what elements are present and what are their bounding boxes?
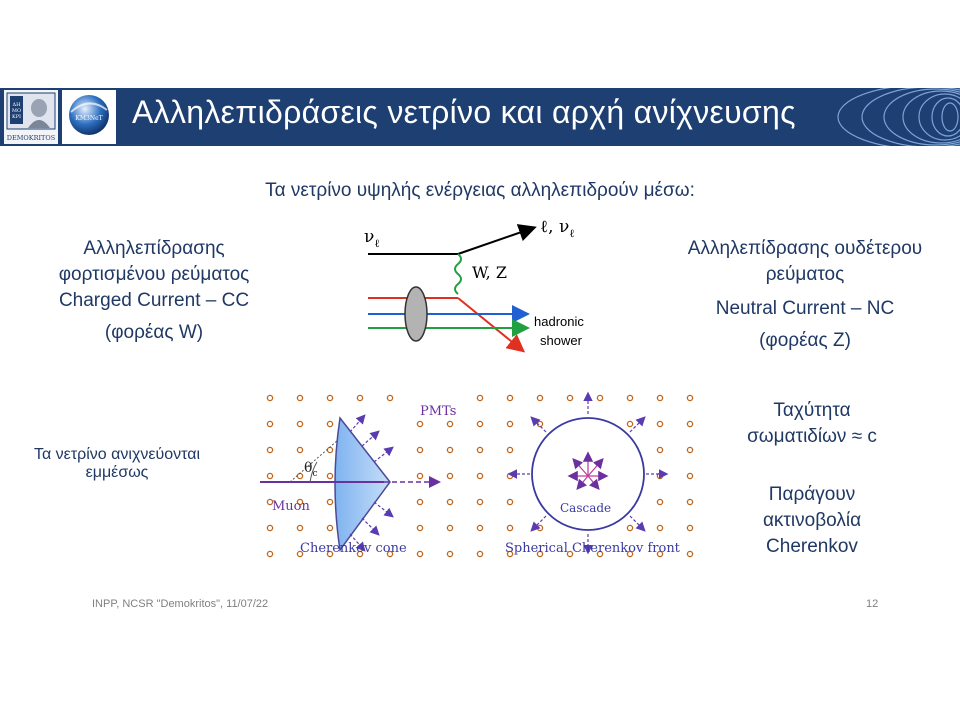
left-note: [6, 446, 228, 482]
pmt-dot: [507, 395, 512, 400]
nc-line1: Αλληλεπίδρασης ουδέτερου: [687, 238, 923, 259]
pmt-dot: [387, 395, 392, 400]
cc-line1: Αλληλεπίδρασης: [83, 238, 225, 259]
pmt-dot: [417, 499, 422, 504]
spherical-front-label: Spherical Cherenkov front: [505, 541, 680, 556]
left-note-line2: εμμέσως: [85, 464, 149, 481]
nc-block: [660, 236, 950, 354]
pmt-dot: [477, 499, 482, 504]
pmt-dot: [627, 525, 632, 530]
demokritos-logo: [4, 90, 58, 144]
pmt-dot: [447, 525, 452, 530]
km3net-logo: [62, 90, 116, 144]
cherenkov-block: [732, 482, 892, 560]
pmt-dot: [327, 499, 332, 504]
pmt-dot: [417, 473, 422, 478]
pmt-dot: [657, 499, 662, 504]
pmt-dot: [477, 551, 482, 556]
pmt-dot: [327, 447, 332, 452]
km3net-logo-text: KM3NeT: [75, 115, 103, 122]
pmt-dot: [657, 525, 662, 530]
pmt-dot: [327, 525, 332, 530]
feynman-diagram: [350, 210, 610, 360]
pmt-grid: [267, 395, 692, 556]
pmt-dot: [507, 525, 512, 530]
pmt-dot: [687, 473, 692, 478]
pmt-dot: [267, 447, 272, 452]
pmt-dot: [297, 395, 302, 400]
pmt-dot: [267, 525, 272, 530]
nu-in-label: $\nu_\ell$: [364, 227, 380, 250]
nc-line2: ρεύματος: [765, 264, 845, 285]
swirl-decoration: [830, 88, 960, 146]
shower-label: shower: [540, 333, 582, 348]
outgoing-lepton-label: ℓ, $\nu_\ell$: [540, 217, 575, 240]
cherenkov-line2: ακτινοβολία: [762, 510, 862, 531]
pmt-dot: [657, 421, 662, 426]
pmt-dot: [297, 421, 302, 426]
nucleon-blob: [405, 287, 427, 341]
pmt-dot: [267, 421, 272, 426]
pmt-dot: [507, 499, 512, 504]
pmt-dot: [507, 421, 512, 426]
cc-carrier: (φορέας W): [104, 322, 204, 343]
pmt-dot: [447, 473, 452, 478]
boson-propagator: [455, 254, 461, 294]
muon-label: Muon: [272, 499, 310, 514]
cherenkov-line1: Παράγουν: [768, 484, 856, 505]
pmt-dot: [507, 473, 512, 478]
pmt-dot: [327, 421, 332, 426]
cc-block: [34, 236, 274, 346]
pmt-dot: [447, 499, 452, 504]
cherenkov-cone: [335, 418, 390, 550]
pmt-dot: [477, 395, 482, 400]
pmt-dot: [267, 473, 272, 478]
pmt-dot: [417, 551, 422, 556]
pmt-dot: [657, 447, 662, 452]
pmt-dot: [597, 395, 602, 400]
boson-label: W, Z: [472, 263, 507, 282]
pmt-dot: [567, 395, 572, 400]
pmt-dot: [297, 447, 302, 452]
theta-label: $\theta_c$: [304, 460, 318, 479]
pmt-dot: [627, 421, 632, 426]
pmt-dot: [477, 447, 482, 452]
pmt-dot: [267, 551, 272, 556]
pmt-dot: [327, 473, 332, 478]
cherenkov-cone-label: Cherenkov cone: [300, 541, 407, 556]
pmt-dot: [417, 447, 422, 452]
cascade-burst: [570, 454, 606, 488]
cc-line3: Charged Current – CC: [58, 290, 250, 311]
pmt-dot: [357, 395, 362, 400]
left-note-line1: Τα νετρίνο ανιχνεύονται: [33, 446, 201, 463]
svg-text:ΚΡΙ: ΚΡΙ: [11, 114, 22, 120]
subtitle: Τα νετρίνο υψηλής ενέργειας αλληλεπιδρούν μέσω:: [265, 180, 695, 201]
pmt-dot: [687, 525, 692, 530]
cc-line2: φορτισμένου ρεύματος: [58, 264, 250, 285]
nc-carrier: (φορέας Z): [759, 330, 851, 351]
cherenkov-line3: Cherenkov: [766, 536, 858, 557]
svg-text:ΜΟ: ΜΟ: [11, 108, 22, 114]
pmt-dot: [687, 395, 692, 400]
pmt-dot: [417, 421, 422, 426]
speed-line2: σωματιδίων ≈ c: [747, 426, 877, 447]
pmt-dot: [297, 525, 302, 530]
pmt-dot: [327, 395, 332, 400]
pmt-dot: [267, 395, 272, 400]
pmt-dot: [417, 525, 422, 530]
pmt-dot: [447, 447, 452, 452]
footer-text: INPP, NCSR "Demokritos", 11/07/22: [92, 598, 269, 610]
pmt-dot: [687, 551, 692, 556]
detector-diagram: [260, 384, 710, 566]
pmt-dot: [477, 473, 482, 478]
speed-line1: Ταχύτητα: [773, 400, 851, 421]
pmt-dot: [447, 551, 452, 556]
pmt-dot: [657, 395, 662, 400]
pmt-dot: [507, 447, 512, 452]
pmt-dot: [537, 395, 542, 400]
pmt-dot: [627, 395, 632, 400]
pmt-dot: [537, 525, 542, 530]
page-number: 12: [866, 598, 879, 610]
speed-block: [732, 398, 892, 450]
hadronic-label: hadronic: [534, 314, 584, 329]
quark-line-red-out: [458, 298, 522, 350]
outgoing-lepton-line: [458, 228, 533, 254]
nc-line3: Neutral Current – NC: [715, 298, 895, 319]
pmt-dot: [687, 499, 692, 504]
svg-text:ΔΗ: ΔΗ: [12, 102, 21, 108]
demokritos-logo-text: DEMOKRITOS: [6, 134, 56, 142]
cascade-label: Cascade: [560, 501, 612, 515]
pmt-dot: [477, 525, 482, 530]
slide-title: Αλληλεπιδράσεις νετρίνο και αρχή ανίχνευσης: [132, 94, 796, 130]
pmts-label: PMTs: [420, 404, 457, 419]
pmt-dot: [477, 421, 482, 426]
pmt-dot: [687, 447, 692, 452]
pmt-dot: [687, 421, 692, 426]
pmt-dot: [447, 421, 452, 426]
pmt-dot: [297, 473, 302, 478]
